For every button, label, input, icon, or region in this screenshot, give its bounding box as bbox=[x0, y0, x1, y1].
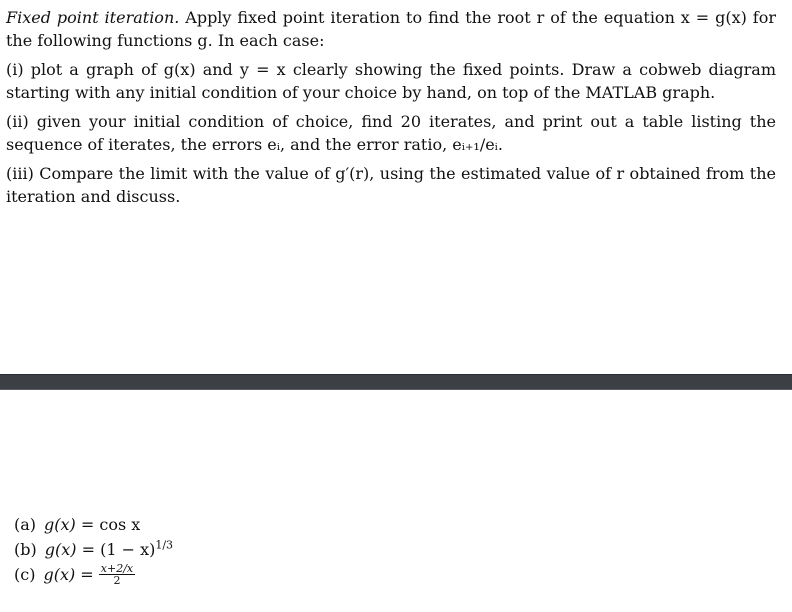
function-c-numerator: x+2/x bbox=[100, 562, 134, 575]
problem-statement bbox=[6, 6, 776, 214]
function-b-exponent: 1/3 bbox=[155, 538, 174, 552]
function-c-fraction bbox=[99, 563, 135, 586]
function-a-rhs: cos x bbox=[99, 515, 141, 534]
function-b bbox=[14, 538, 414, 563]
function-b-label: (b) bbox=[14, 540, 37, 559]
intro-paragraph bbox=[6, 6, 776, 52]
intro-text: Apply fixed point iteration to find the root r of the equation x = g(x) for the following functions g. In each case: bbox=[6, 8, 776, 50]
part-iii-text: (iii) Compare the limit with the value of g′(r), using the estimated value of r obtained from the iteration and discuss. bbox=[6, 164, 776, 206]
function-a-label: (a) bbox=[14, 515, 37, 534]
function-c-label: (c) bbox=[14, 565, 36, 584]
section-divider bbox=[0, 374, 792, 390]
function-b-lhs: g(x) = bbox=[44, 540, 95, 559]
function-c bbox=[14, 563, 414, 588]
part-ii-text: (ii) given your initial condition of choice, find 20 iterates, and print out a table listing the sequence of iterates, the errors eᵢ, and the error ratio, eᵢ₊₁/eᵢ. bbox=[6, 112, 776, 154]
function-c-lhs: g(x) = bbox=[43, 565, 94, 584]
function-a bbox=[14, 513, 414, 538]
function-b-rhs: (1 − x) bbox=[100, 540, 156, 559]
part-i-text: (i) plot a graph of g(x) and y = x clearly showing the fixed points. Draw a cobweb diagram starting with any initial condition of your choice by hand, on top of the MATLAB graph. bbox=[6, 60, 776, 102]
function-list bbox=[14, 513, 414, 588]
function-a-lhs: g(x) = bbox=[44, 515, 95, 534]
intro-title: Fixed point iteration. bbox=[6, 8, 180, 27]
function-c-denominator: 2 bbox=[113, 574, 121, 587]
